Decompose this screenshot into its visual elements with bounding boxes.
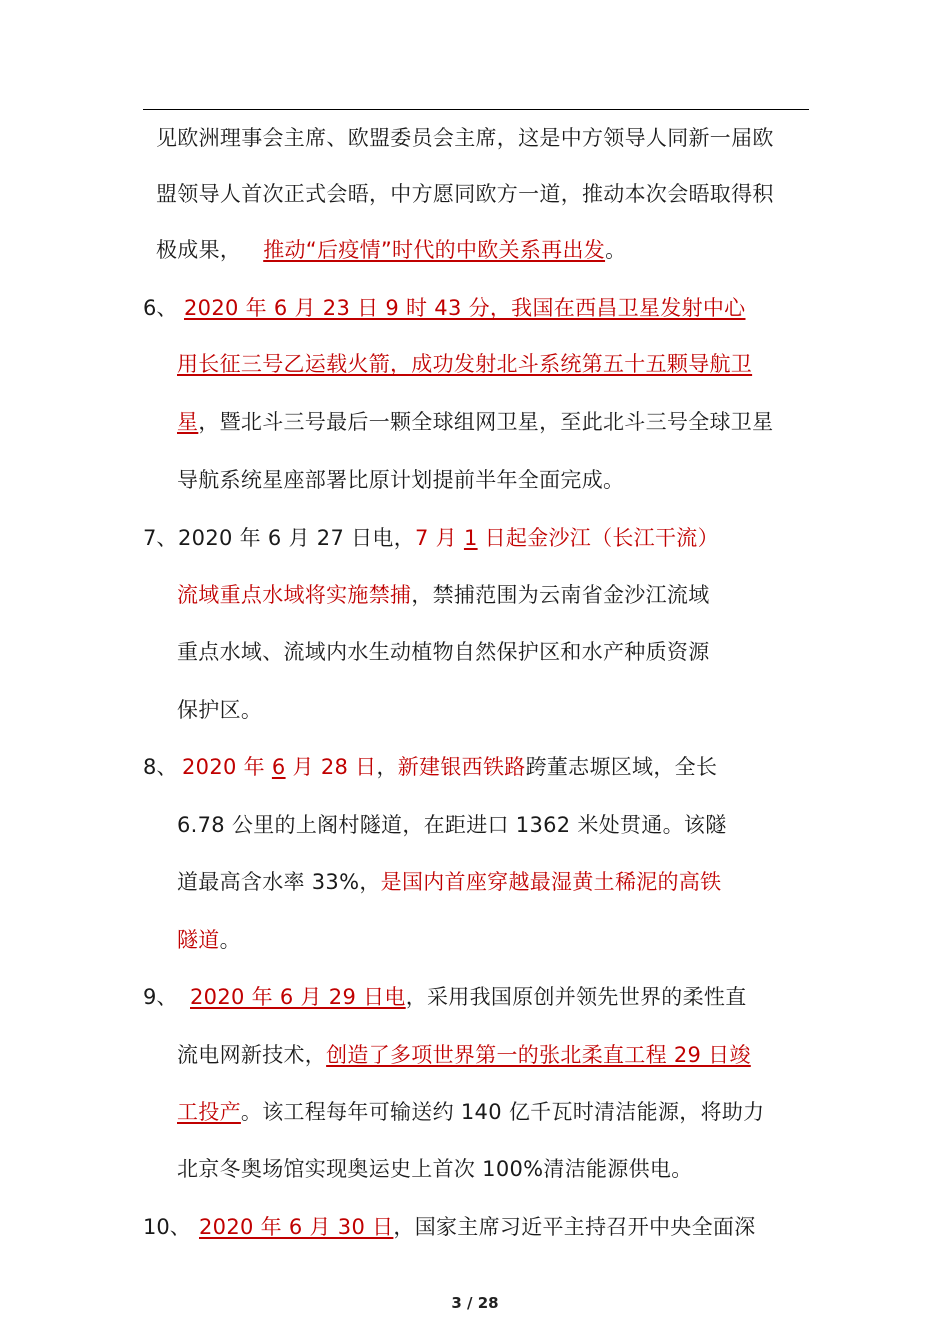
item-6-line-2 <box>177 350 752 378</box>
highlight-text: 2020 年 6 月 30 日 <box>199 1215 394 1239</box>
item-6-line-4: 导航系统星座部署比原计划提前半年全面完成。 <box>177 468 625 492</box>
highlight-text: 2020 年 6 月 29 日电 <box>190 985 406 1009</box>
item-7-line-4: 保护区。 <box>177 698 263 722</box>
item-6-line-3: 星，暨北斗三号最后一颗全球组网卫星，至此北斗三号全球卫星 <box>177 410 774 434</box>
item-8-line-3: 道最高含水率 33%，是国内首座穿越最湿黄土稀泥的高铁 <box>177 870 722 894</box>
item-8-line-2: 6.78 公里的上阁村隧道，在距进口 1362 米处贯通。该隧 <box>177 813 727 837</box>
item-number: 10、 <box>143 1215 191 1239</box>
item-9-line-2: 流电网新技术，创造了多项世界第一的张北柔直工程 29 日竣 <box>177 1043 751 1067</box>
item-6-line-1 <box>184 294 745 322</box>
intro-line-1: 见欧洲理事会主席、欧盟委员会主席，这是中方领导人同新一届欧 <box>156 126 774 150</box>
intro-line-2: 盟领导人首次正式会晤，中方愿同欧方一道，推动本次会晤取得积 <box>156 182 774 206</box>
item-9-line-3: 工投产。该工程每年可输送约 140 亿千瓦时清洁能源，将助力 <box>177 1100 765 1124</box>
item-8-line-1: 2020 年 6 月 28 日，新建银西铁路跨董志塬区域，全长 <box>182 755 718 779</box>
highlight-text: 用长征三号乙运载火箭，成功发射北斗系统第五十五颗导航卫 <box>177 352 753 376</box>
item-8-line-4: 隧道。 <box>177 928 241 952</box>
item-10-line-1: 2020 年 6 月 30 日，国家主席习近平主持召开中央全面深 <box>199 1215 756 1239</box>
page-number: 3 / 28 <box>451 1294 499 1312</box>
item-9-line-4: 北京冬奥场馆实现奥运史上首次 100%清洁能源供电。 <box>177 1157 693 1181</box>
item-7-line-3: 重点水域、流域内水生动植物自然保护区和水产种质资源 <box>177 640 710 664</box>
highlight-text: 流域重点水域将实施禁捕 <box>177 583 412 607</box>
highlight-text: 是国内首座穿越最湿黄土稀泥的高铁 <box>380 870 722 894</box>
highlight-text: 2020 年 6 月 23 日 9 时 43 分，我国在西昌卫星发射中心 <box>184 296 746 320</box>
item-number: 6、 <box>143 296 178 320</box>
item-7-line-1: 2020 年 6 月 27 日电，7 月 1 日起金沙江（长江干流） <box>178 526 719 550</box>
intro-line-3: 极成果， 推动“后疫情”时代的中欧关系再出发。 <box>156 238 627 262</box>
item-number: 8、 <box>143 755 178 779</box>
item-9-line-1: 2020 年 6 月 29 日电，采用我国原创并领先世界的柔性直 <box>190 985 747 1009</box>
header-rule <box>143 109 809 110</box>
item-number: 9、 <box>143 985 178 1009</box>
item-number: 7、 <box>143 526 178 550</box>
item-7-line-2: 流域重点水域将实施禁捕，禁捕范围为云南省金沙江流域 <box>177 583 710 607</box>
highlight-text: 创造了多项世界第一的张北柔直工程 29 日竣 <box>326 1043 751 1067</box>
highlight-text: 星 <box>177 410 199 434</box>
highlight-text: 推动“后疫情”时代的中欧关系再出发 <box>263 238 606 262</box>
